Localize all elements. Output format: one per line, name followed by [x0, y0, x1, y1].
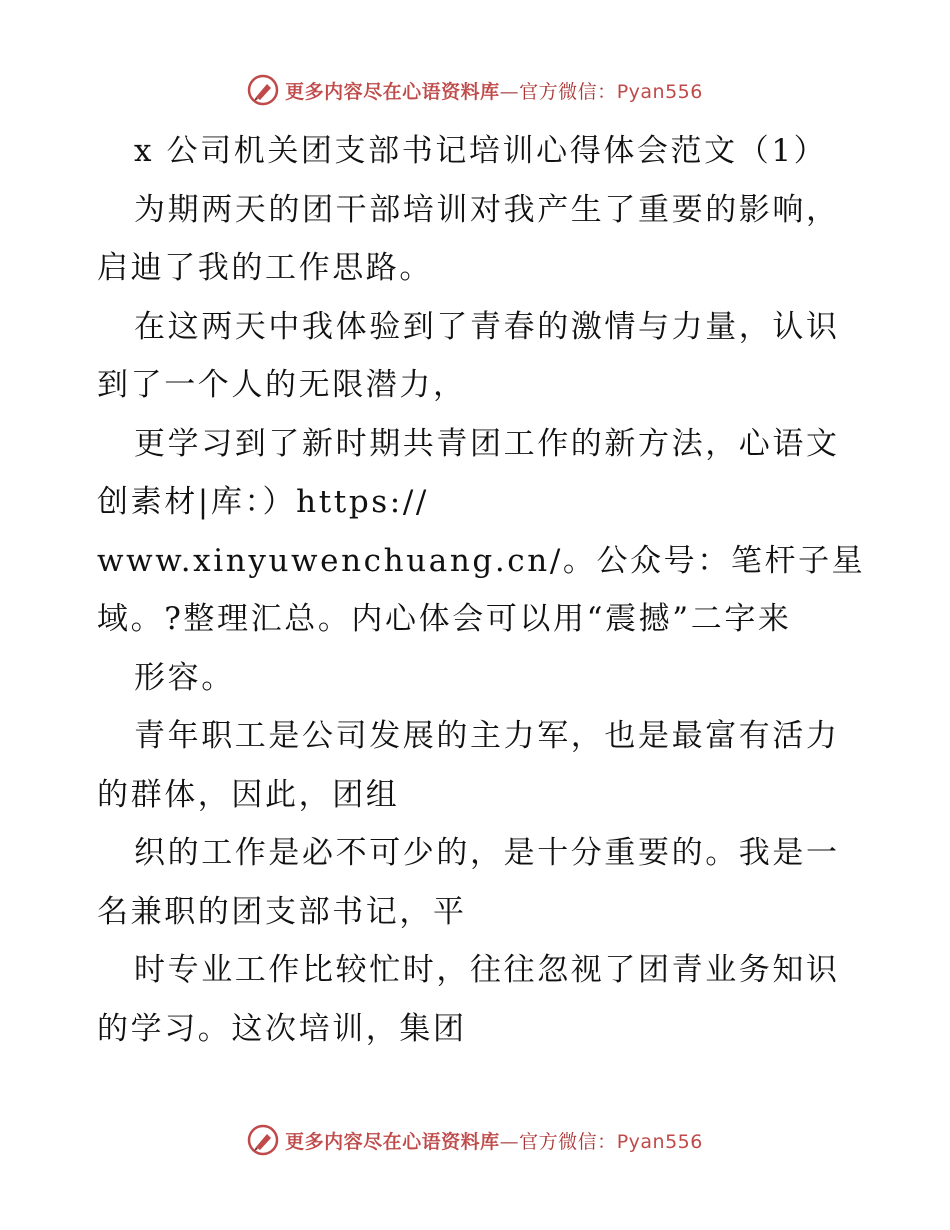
- paragraph-line: 名兼职的团支部书记，平: [97, 893, 467, 930]
- paragraph-line: 域。?整理汇总。内心体会可以用“震撼”二字来: [97, 601, 792, 637]
- header-banner: [0, 70, 950, 110]
- pen-nib-logo-icon: [247, 74, 279, 106]
- banner-wechat-label: 官方微信：: [519, 80, 617, 103]
- paragraph-line: www.xinyuwenchuang.cn/。公众号：笔杆子星: [97, 542, 866, 579]
- document-body: [97, 122, 866, 1058]
- banner-brand: 更多内容尽在心语资料库: [285, 1130, 500, 1153]
- paragraph-line: 的学习。这次培训，集团: [97, 1010, 467, 1047]
- banner-brand: 更多内容尽在心语资料库: [285, 80, 500, 103]
- paragraph-line: 在这两天中我体验到了青春的激情与力量，认识: [134, 308, 840, 345]
- paragraph-line: 织的工作是必不可少的，是十分重要的。我是一: [134, 835, 840, 871]
- banner-separator: —: [499, 80, 520, 103]
- banner-text: [285, 77, 703, 104]
- paragraph-line: 形容。: [134, 659, 235, 696]
- paragraph-line: 更学习到了新时期共青团工作的新方法，心语文: [134, 425, 840, 462]
- banner-wechat-id: Pyan556: [616, 1130, 703, 1153]
- footer-banner: [0, 1120, 950, 1160]
- paragraph-line: 的群体，因此，团组: [97, 776, 400, 813]
- paragraph-line: 青年职工是公司发展的主力军，也是最富有活力: [134, 718, 840, 754]
- pen-nib-logo-icon: [247, 1124, 279, 1156]
- paragraph-line: 为期两天的团干部培训对我产生了重要的影响，: [134, 191, 840, 228]
- paragraph-line: 时专业工作比较忙时，往往忽视了团青业务知识: [134, 952, 840, 988]
- paragraph-line: 到了一个人的无限潜力，: [97, 367, 467, 403]
- paragraph-line: 创素材|库：）https://: [97, 484, 429, 520]
- banner-separator: —: [499, 1130, 520, 1153]
- banner-wechat-label: 官方微信：: [519, 1130, 617, 1153]
- paragraph-line: 启迪了我的工作思路。: [97, 250, 433, 286]
- banner-wechat-id: Pyan556: [616, 80, 703, 103]
- banner-text: [285, 1127, 703, 1154]
- document-title: x 公司机关团支部书记培训心得体会范文（1）: [134, 133, 828, 169]
